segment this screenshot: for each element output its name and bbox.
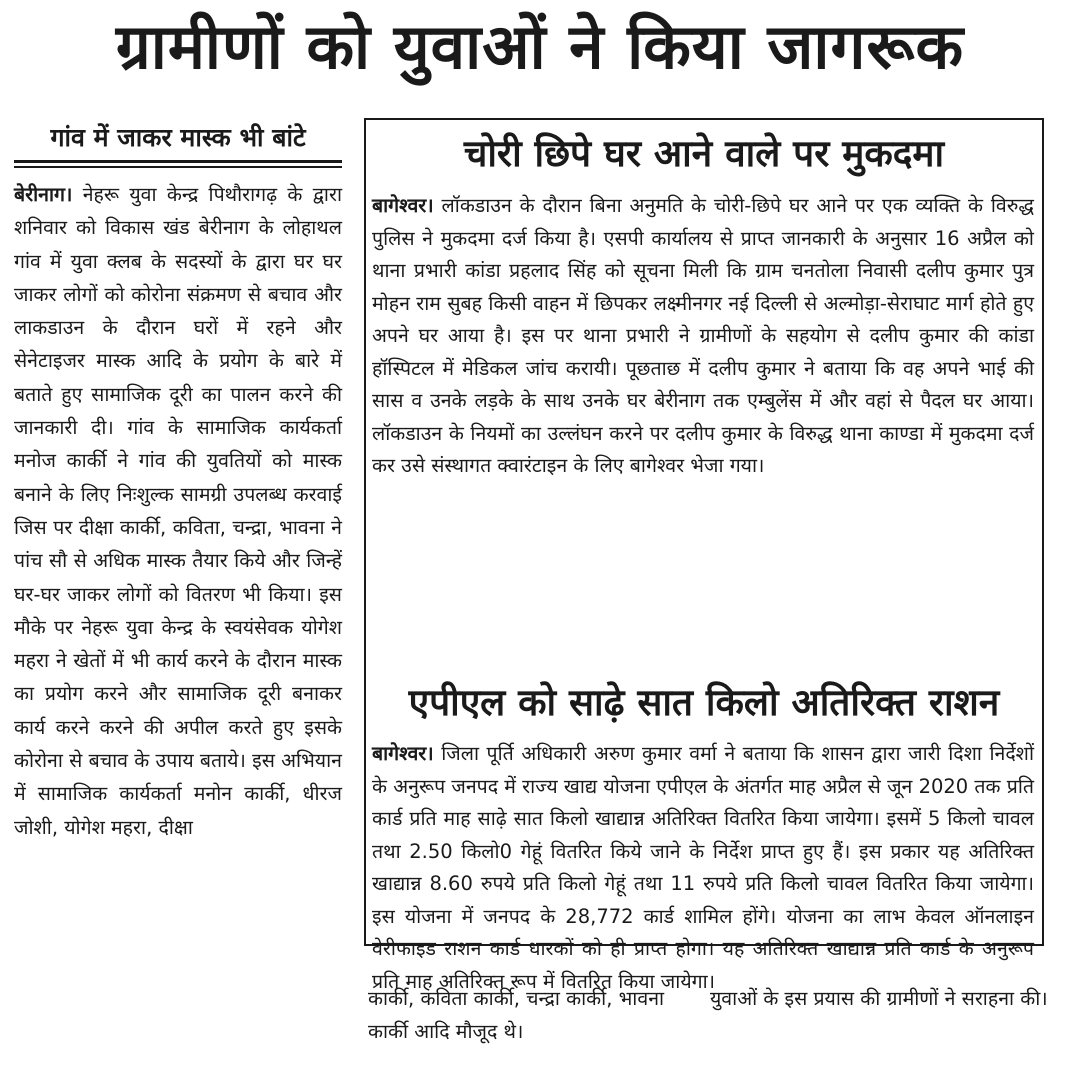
left-article-continuation-2: युवाओं के इस प्रयास की ग्रामीणों ने सराहना की। — [710, 987, 1048, 1010]
subheading-rule-thin — [14, 166, 342, 168]
article-1-heading: चोरी छिपे घर आने वाले पर मुकदमा — [463, 132, 945, 175]
article-2-text: जिला पूर्ति अधिकारी अरुण कुमार वर्मा ने बताया कि शासन द्वारा जारी दिशा निर्देशों के अनुरूप जनपद में राज्य खाद्य योजना एपीएल के अंतर्गत माह अप्रैल से जून 2020 तक प्रति कार्ड प्रति माह साढ़े सात किलो खाद्यान्न अतिरिक्त वितरित किया जायेगा। इसमें 5 किलो चावल तथा 2.50 किलो0 गेहूं वितरित किये जाने के निर्देश प्राप्त हुए हैं। इस प्रकार यह अतिरिक्त खाद्यान्न 8.60 रुपये प्रति किलो गेहूं तथा 11 रुपये प्रति किलो चावल वितरित किया जायेगा। इस योजना में जनपद के 28,772 कार्ड शामिल होंगे। योजना का लाभ केवल ऑनलाइन वेरीफाइड राशन कार्ड धारकों को ही प्राप्त होगा। यह अतिरिक्त खाद्यान्न प्रति कार्ड के अनुरूप प्रति माह अतिरिक्त रूप में वितरित किया जायेगा। — [372, 742, 1034, 993]
article-2-body — [372, 738, 1034, 998]
left-dateline: बेरीनाग। — [14, 183, 73, 206]
headline: ग्रामीणों को युवाओं ने किया जागरूक — [115, 10, 965, 83]
article-1-body — [372, 190, 1034, 483]
article-2-dateline: बागेश्वर। — [372, 742, 434, 765]
left-body-text: नेहरू युवा केन्द्र पिथौरागढ़ के द्वारा शनिवार को विकास खंड बेरीनाग के लोहाथल गांव में युवा क्लब के सदस्यों के द्वारा घर घर जाकर लोगों को कोरोना संक्रमण से बचाव और लाकडाउन के दौरान घरों में रहने और सेनेटाइजर मास्क आदि के प्रयोग के बारे में बताते हुए सामाजिक दूरी का पालन करने की जानकारी दी। गांव के सामाजिक कार्यकर्ता मनोज कार्की ने गांव की युवतियों को मास्क बनाने के लिए निःशुल्क सामग्री उपलब्ध करवाई जिस पर दीक्षा कार्की, कविता, चन्द्रा, भावना ने पांच सौ से अधिक मास्क तैयार किये और जिन्हें घर-घर जाकर लोगों को वितरण भी किया। इस मौके पर नेहरू युवा केन्द्र के स्वयंसेवक योगेश महरा ने खेतों में भी कार्य करने के दौरान मास्क का प्रयोग करने और सामाजिक दूरी बनाकर कार्य करने करने की अपील करते हुए इसके कोरोना से बचाव के उपाय बताये। इस अभियान में सामाजिक कार्यकर्ता मनोन कार्की, धीरज जोशी, योगेश महरा, दीक्षा — [14, 183, 343, 839]
article-1-dateline: बागेश्वर। — [372, 194, 434, 217]
article-2-heading: एपीएल को साढ़े सात किलो अतिरिक्त राशन — [408, 681, 1000, 724]
subheading-rule-thick — [14, 160, 342, 163]
left-article-continuation-1: कार्की, कविता कार्की, चन्द्रा कार्की, भावना कार्की आदि मौजूद थे। — [368, 987, 665, 1043]
boxed-news-section — [364, 118, 1044, 993]
article-1-text: लॉकडाउन के दौरान बिना अनुमति के चोरी-छिपे घर आने पर एक व्यक्ति के विरुद्ध पुलिस ने मुकदमा दर्ज किया है। एसपी कार्यालय से प्राप्त जानकारी के अनुसार 16 अप्रैल को थाना प्रभारी कांडा प्रहलाद सिंह को सूचना मिली कि ग्राम चनतोला निवासी दलीप कुमार पुत्र मोहन राम सुबह किसी वाहन में छिपकर लक्ष्मीनगर नई दिल्ली से अल्मोड़ा-सेराघाट मार्ग होते हुए अपने घर आया है। इस पर थाना प्रभारी ने ग्रामीणों के सहयोग से दलीप कुमार की कांडा हॉस्पिटल में मेडिकल जांच करायी। पूछताछ में दलीप कुमार ने बताया कि वह अपने भाई की सास व उनके लड़के के साथ उनके घर बेरीनाग तक एम्बुलेंस में और वहां से पैदल घर आया। लॉकडाउन के नियमों का उल्लंघन करने पर दलीप कुमार के विरुद्ध थाना काण्डा में मुकदमा दर्ज कर उसे संस्थागत क्वारंटाइन के लिए बागेश्वर भेजा गया। — [372, 194, 1034, 477]
left-subheading: गांव में जाकर मास्क भी बांटे — [50, 123, 306, 152]
left-article-body — [14, 178, 342, 844]
